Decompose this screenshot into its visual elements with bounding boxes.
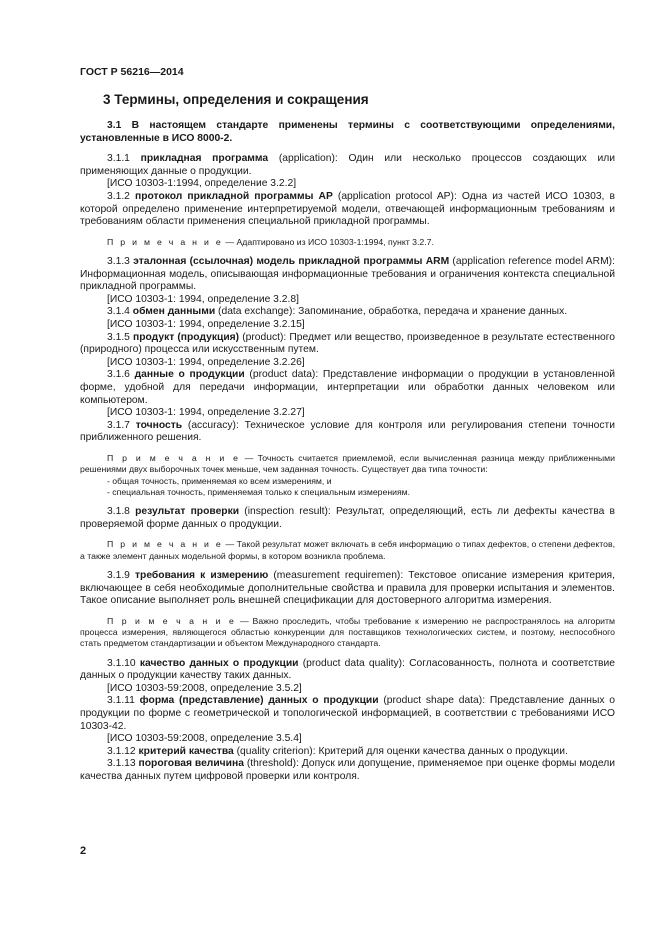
- term-number: 3.1.5: [107, 331, 130, 343]
- term-definition: (measurement requiremen): Текстовое описание измерения критерия, включающее в себя необходимые дополнительные свойства и правила для проверки испытания и элементов. Такое описание выполняет роль внешней спецификации для достоверного алгоритма измерения.: [80, 569, 615, 607]
- term-3-1-8: [80, 506, 615, 531]
- term-3-1-11: [80, 695, 615, 733]
- note-3-1-9: [80, 616, 615, 650]
- term-name: эталонная (ссылочная) модель прикладной программы ARM: [133, 256, 450, 268]
- term-definition: (product data): Представление информации о продукции в установленной форме, удобной для передачи информации, интерпретации или обработки данных человеком или компьютером.: [80, 369, 615, 406]
- term-3-1-13: [80, 758, 615, 783]
- note-text: — Такой результат может включать в себя информацию о типах дефектов, о степени дефектов, а также элемент данных модельной формы, в котором возникла проблема.: [80, 539, 615, 561]
- term-definition: (product shape data): Представление данных о продукции по форме с геометрической и топологической информацией, в соответствии с требованиями ИСО 10303-42.: [80, 695, 615, 732]
- term-name: требования к измерению: [135, 569, 269, 581]
- note-3-1-8: [80, 539, 615, 562]
- term-number: 3.1.10: [107, 657, 136, 669]
- term-definition: (product): Предмет или вещество, произведенное в результате естественного (природного) процесса или искусственным путем.: [80, 331, 615, 356]
- term-reference: [ИСО 10303-1:1994, определение 3.2.2]: [107, 178, 297, 190]
- note-label: П р и м е ч а н и е: [107, 539, 224, 550]
- note-list-item: - общая точность, применяемая ко всем измерениям, и: [107, 475, 332, 486]
- term-name: протокол прикладной программы АР: [135, 190, 333, 202]
- term-number: 3.1.4: [107, 306, 130, 318]
- term-definition: (data exchange): Запоминание, обработка, передача и хранение данных.: [215, 306, 568, 318]
- term-name: обмен данными: [132, 306, 216, 318]
- note-text: — Точность считается приемлемой, если вычисленная разница между приближенными решениями двух выборочных точек меньше, чем заданная точность. Существует два типа точности:: [80, 452, 616, 475]
- term-number: 3.1.9: [107, 569, 130, 581]
- term-number: 3.1.12: [107, 745, 136, 757]
- term-3-1-10: [80, 658, 615, 683]
- term-3-1-4: [80, 306, 615, 319]
- note-label: П р и м е ч а н и е: [107, 236, 223, 247]
- term-definition: (application protocol AP): Одна из частей ИСО 10303, в которой определено применение интерпретируемой модели, отвечающей информационным требованиям и требованиям области применения специальной прикладной программы.: [80, 190, 615, 228]
- term-3-1-6: [80, 369, 615, 407]
- term-number: 3.1.1: [107, 153, 130, 165]
- term-name: критерий качества: [138, 745, 234, 757]
- term-3-1-9: [80, 570, 615, 608]
- term-number: 3.1.11: [107, 695, 135, 707]
- term-name: прикладная программа: [140, 153, 269, 165]
- note-3-1-2: [80, 237, 615, 248]
- note-list-item: - специальная точность, применяемая только к специальным измерениям.: [107, 486, 411, 497]
- term-definition: (accuracy): Техническое условие для контроля или регулирования степени точности приближенного решения.: [80, 419, 615, 444]
- page-number: 2: [80, 845, 87, 857]
- term-reference: [ИСО 10303-59:2008, определение 3.5.4]: [107, 733, 302, 745]
- term-reference: [ИСО 10303-1: 1994, определение 3.2.26]: [107, 356, 305, 368]
- note-3-1-7: [80, 453, 615, 476]
- term-number: 3.1.7: [107, 419, 130, 431]
- term-3-1-3: [80, 256, 615, 294]
- note-text: — Важно проследить, чтобы требование к измерению не распространялось на алгоритм процесса измерения, являющегося областью конкуренции для поставщиков технологических систем, и поэтому, неспособного стать предметом стандартизации и объектом Международного стандарта.: [80, 615, 615, 649]
- term-name: пороговая величина: [138, 758, 244, 770]
- term-definition: (product data quality): Согласованность, полнота и соответствие данных о продукции качеству таких данных.: [80, 657, 615, 682]
- term-name: качество данных о продукции: [139, 657, 299, 669]
- document-body: [80, 120, 615, 784]
- term-number: 3.1.8: [107, 506, 130, 518]
- term-3-1-7: [80, 420, 615, 445]
- term-definition: (inspection result): Результат, определяющий, есть ли дефекты качества в проверяемой форме данных о продукции.: [80, 506, 615, 530]
- note-text: — Адаптировано из ИСО 10303-1:1994, пункт 3.2.7.: [223, 236, 434, 247]
- document-header: ГОСТ Р 56216—2014: [80, 66, 184, 78]
- note-label: П р и м е ч а н и е: [107, 615, 237, 626]
- term-name: продукт (продукция): [133, 331, 240, 343]
- term-number: 3.1.2: [107, 190, 130, 202]
- term-reference: [ИСО 10303-1: 1994, определение 3.2.8]: [107, 293, 299, 305]
- term-name: точность: [135, 419, 183, 431]
- term-number: 3.1.6: [107, 369, 130, 381]
- term-definition: (threshold): Допуск или допущение, применяемое при оценке формы модели качества данных путем цифровой проверки или контроля.: [80, 758, 615, 782]
- term-name: данные о продукции: [134, 369, 245, 381]
- term-name: результат проверки: [135, 506, 240, 518]
- term-number: 3.1.13: [107, 758, 136, 770]
- term-3-1-2: [80, 191, 615, 229]
- intro-paragraph: 3.1 В настоящем стандарте применены термины с соответствующими определениями, установленные в ИСО 8000-2.: [80, 120, 615, 144]
- term-name: форма (представление) данных о продукции: [139, 695, 379, 707]
- term-reference: [ИСО 10303-59:2008, определение 3.5.2]: [107, 682, 302, 694]
- note-label: П р и м е ч а н и е: [107, 452, 241, 463]
- term-definition: (application): Один или несколько процессов создающих или применяющих данные о продукции.: [80, 153, 615, 177]
- term-3-1-5: [80, 332, 615, 357]
- term-definition: (application reference model ARM): Информационная модель, описывающая информационные требования и ограничения контекста специальной прикладной программы.: [80, 256, 615, 293]
- term-3-1-12: [80, 746, 615, 759]
- term-3-1-1: [80, 153, 615, 178]
- term-reference: [ИСО 10303-1: 1994, определение 3.2.15]: [107, 319, 305, 331]
- term-reference: [ИСО 10303-1: 1994, определение 3.2.27]: [107, 407, 305, 419]
- term-number: 3.1.3: [107, 256, 130, 268]
- section-title: 3 Термины, определения и сокращения: [103, 92, 369, 107]
- term-definition: (quality criterion): Критерий для оценки качества данных о продукции.: [233, 745, 568, 757]
